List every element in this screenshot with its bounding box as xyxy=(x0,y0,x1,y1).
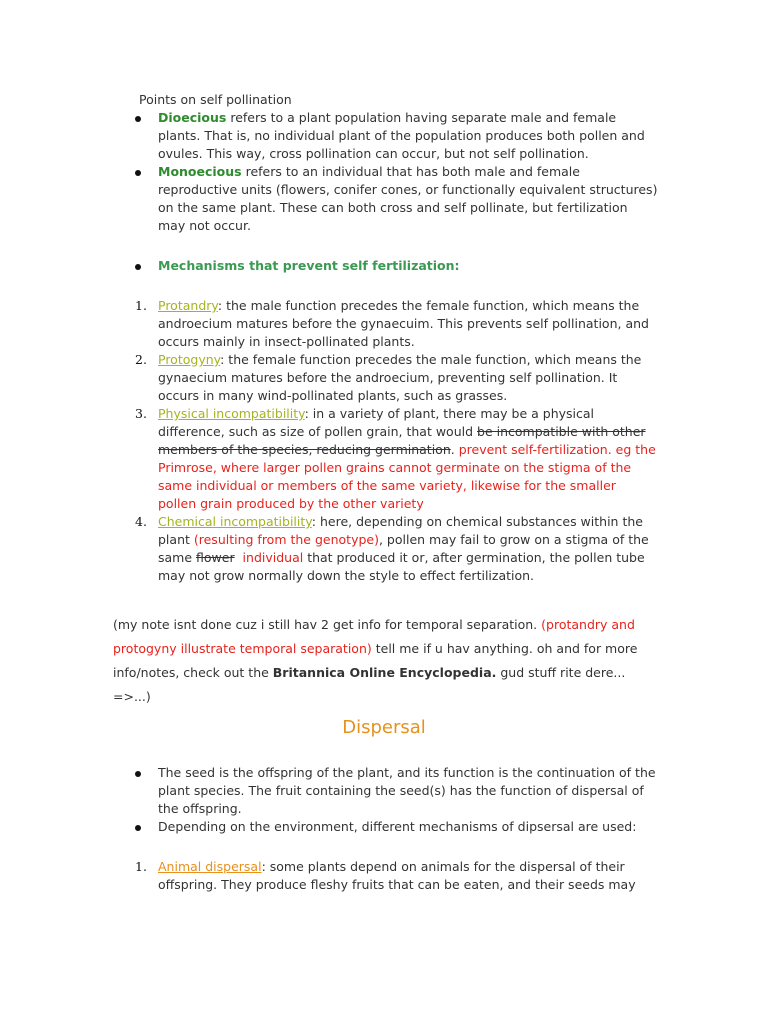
definition-text: refers to an individual that has both male and female reproductive units (flowers, conifer cones, or functionally equivalent structures) on the same plant. These can both cross and self pollinate, but fertilization may not occur. xyxy=(158,164,658,233)
item-text: : in a variety of plant, there may be a physical difference, such as size of pollen grain, that would xyxy=(158,406,595,439)
dispersal-bullets xyxy=(0,764,768,836)
dispersal-heading: Dispersal xyxy=(342,717,426,738)
definition-list xyxy=(0,109,768,235)
bullet-icon xyxy=(135,771,141,777)
bullet-icon xyxy=(135,116,141,122)
dispersal-bullet-text: Depending on the environment, different mechanisms of dipsersal are used: xyxy=(158,819,637,834)
dispersal-bullet-text: The seed is the offspring of the plant, and its function is the continuation of the plant species. The fruit containing the seed(s) has the function of dispersal of the offspring. xyxy=(158,765,656,816)
mechanisms-list xyxy=(0,297,768,585)
note-text: (my note isnt done cuz i still hav 2 get info for temporal separation. xyxy=(113,617,542,632)
link-physical-incompatibility[interactable]: Physical incompatibility xyxy=(158,406,305,421)
list-number: 1. xyxy=(135,298,147,313)
list-item-monoecious xyxy=(0,163,658,235)
note-text: gud stuff rite dere... =>...) xyxy=(113,665,626,704)
list-number: 3. xyxy=(135,406,147,421)
bullet-icon xyxy=(135,825,141,831)
mechanisms-heading: Mechanisms that prevent self fertilization: xyxy=(158,258,460,273)
red-note-individual: individual xyxy=(242,550,304,565)
item-text: : here, depending on chemical substances within the plant xyxy=(158,514,643,547)
list-item-physical-incompatibility xyxy=(0,405,658,513)
note-text: tell me if u hav anything. oh and for more info/notes, check out the xyxy=(113,641,638,680)
page-title: Points on self pollination xyxy=(139,92,292,107)
item-text: : the female function precedes the male function, which means the gynaecium matures before the androecium, preventing self pollination. It occurs in many wind-pollinated plants, such as grasses. xyxy=(158,352,642,403)
list-item xyxy=(0,764,658,818)
list-item-dioecious xyxy=(0,109,658,163)
red-note-text: prevent self-fertilization. eg the Primrose, where larger pollen grains cannot germinate on the stigma of the same individual or members of the same variety, likewise for the smaller pollen grain produced by the other variety xyxy=(158,442,656,511)
term-dioecious: Dioecious xyxy=(158,110,227,125)
link-protogyny[interactable]: Protogyny xyxy=(158,352,221,367)
item-text: : some plants depend on animals for the dispersal of their offspring. They produce fleshy fruits that can be eaten, and their seeds may xyxy=(158,859,636,892)
definition-text: refers to a plant population having separate male and female plants. That is, no individual plant of the population produces both pollen and ovules. This way, cross pollination can occur, but not self pollination. xyxy=(158,110,645,161)
mechanisms-heading-list xyxy=(0,257,768,275)
red-note-genotype: (resulting from the genotype) xyxy=(193,532,379,547)
item-text: : the male function precedes the female function, which means the androecium matures before the gynaecuim. This prevents self pollination, and occurs mainly in insect-pollinated plants. xyxy=(158,298,649,349)
list-number: 1. xyxy=(135,859,147,874)
list-item xyxy=(0,818,658,836)
bullet-icon xyxy=(135,170,141,176)
list-item-chemical-incompatibility xyxy=(0,513,658,585)
struck-text: flower xyxy=(196,550,235,565)
item-text: that produced it or, after germination, the pollen tube may not grow normally down the style to effect fertilization. xyxy=(158,550,645,583)
list-number: 2. xyxy=(135,352,147,367)
dispersal-list xyxy=(0,858,768,894)
list-item-animal-dispersal xyxy=(0,858,658,894)
list-number: 4. xyxy=(135,514,147,529)
britannica-reference: Britannica Online Encyclopedia. xyxy=(272,665,497,680)
bullet-icon xyxy=(135,264,141,270)
note-red-text: (protandry and protogyny illustrate temporal separation) xyxy=(113,617,635,656)
link-animal-dispersal[interactable]: Animal dispersal xyxy=(158,859,262,874)
item-text-dot: . xyxy=(450,442,459,457)
list-item-mechanisms-heading xyxy=(0,257,658,275)
link-protandry[interactable]: Protandry xyxy=(158,298,218,313)
author-note xyxy=(113,613,658,709)
item-text: , pollen may fail to grow on a stigma of the same xyxy=(158,532,649,565)
link-chemical-incompatibility[interactable]: Chemical incompatibility xyxy=(158,514,312,529)
list-item-protogyny xyxy=(0,351,658,405)
term-monoecious: Monoecious xyxy=(158,164,242,179)
list-item-protandry xyxy=(0,297,658,351)
struck-text: be incompatible with other members of the species, reducing germination xyxy=(158,424,646,457)
